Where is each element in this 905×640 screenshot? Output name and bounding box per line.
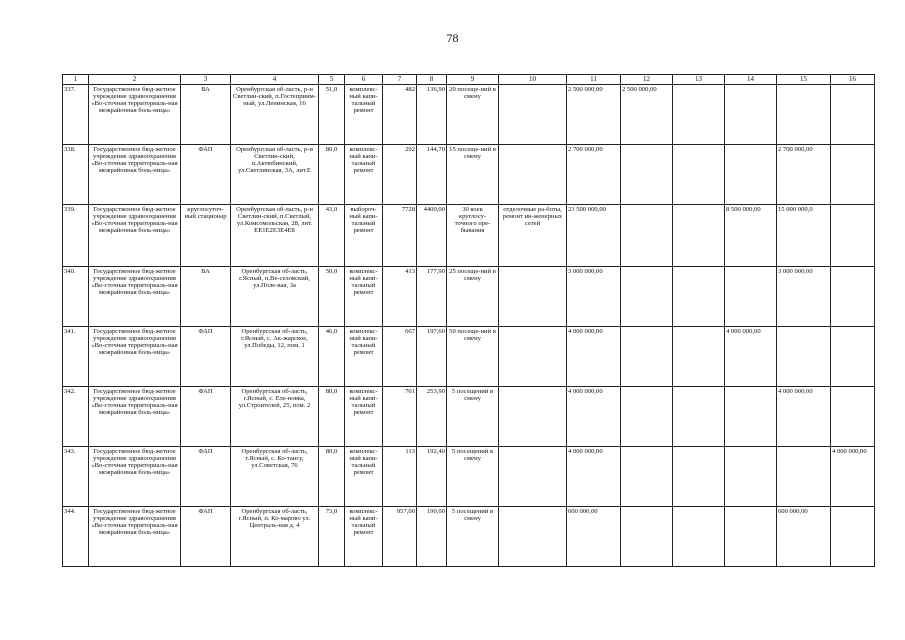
col-14-value [725, 145, 777, 205]
institution-name: Государственное бюд-жетное учреждение здравоохранения «Во-сточная территориаль-ная межрайонная боль-ница» [89, 507, 181, 567]
header-cell: 7 [383, 75, 417, 85]
col-7-value: 957,00 [383, 507, 417, 567]
capacity: 5 посещений в смену [447, 447, 499, 507]
work-details [499, 85, 567, 145]
work-details [499, 327, 567, 387]
col-14-value: 8 500 000,00 [725, 205, 777, 267]
col-14-value [725, 387, 777, 447]
total-cost: 23 500 000,00 [567, 205, 621, 267]
col-7-value: 413 [383, 267, 417, 327]
table-row [63, 447, 875, 507]
header-cell: 5 [319, 75, 345, 85]
institution-name: Государственное бюд-жетное учреждение здравоохранения «Во-сточная территориаль-ная межрайонная боль-ница» [89, 205, 181, 267]
capacity: 5 посещений в смену [447, 387, 499, 447]
total-cost: 2 500 000,00 [567, 85, 621, 145]
col-13-value [673, 267, 725, 327]
col-14-value [725, 267, 777, 327]
facility-address: Оренбургская об-ласть, г.Ясный, с. Ак-жарское, ул.Победы, 12, пом. 1 [231, 327, 319, 387]
header-cell: 15 [777, 75, 831, 85]
col-14-value [725, 447, 777, 507]
row-number: 337. [63, 85, 89, 145]
header-cell: 6 [345, 75, 383, 85]
work-details: отделочные ра-боты, ремонт ин-женерных сетей [499, 205, 567, 267]
work-type: комплекс-ный капи-тальный ремонт [345, 145, 383, 205]
objects-table [62, 74, 875, 567]
institution-name: Государственное бюд-жетное учреждение здравоохранения «Во-сточная территориаль-ная межрайонная боль-ница» [89, 145, 181, 205]
col-12-value [621, 447, 673, 507]
col-15-value: 4 000 000,00 [777, 387, 831, 447]
col-15-value: 2 700 000,00 [777, 145, 831, 205]
facility-address: Оренбургская об-ласть, г.Ясный, с. Еле-новка, ул.Строителей, 25, пом. 2 [231, 387, 319, 447]
row-number: 340. [63, 267, 89, 327]
col-7-value: 667 [383, 327, 417, 387]
total-cost: 3 000 000,00 [567, 267, 621, 327]
row-number: 339. [63, 205, 89, 267]
header-cell: 9 [447, 75, 499, 85]
col-8-value: 144,70 [417, 145, 447, 205]
facility-address: Оренбургская об-ласть, г.Ясный, с. Ко-тансу, ул.Советская, 76 [231, 447, 319, 507]
header-cell: 16 [831, 75, 875, 85]
facility-type: ФАП [181, 447, 231, 507]
col-16-value [831, 507, 875, 567]
table-row [63, 507, 875, 567]
table-row [63, 327, 875, 387]
work-type: комплекс-ный капи-тальный ремонт [345, 447, 383, 507]
row-number: 338. [63, 145, 89, 205]
table-row [63, 85, 875, 145]
col-7-value: 482 [383, 85, 417, 145]
row-number: 344. [63, 507, 89, 567]
capacity: 20 посеще-ний в смену [447, 85, 499, 145]
work-details [499, 387, 567, 447]
col-8-value: 192,40 [417, 447, 447, 507]
header-cell: 11 [567, 75, 621, 85]
col-13-value [673, 507, 725, 567]
header-cell: 3 [181, 75, 231, 85]
col-16-value [831, 85, 875, 145]
col-15-value: 3 000 000,00 [777, 267, 831, 327]
facility-type: круглосуточ-ный стационар [181, 205, 231, 267]
institution-name: Государственное бюд-жетное учреждение здравоохранения «Во-сточная территориаль-ная межрайонная боль-ница» [89, 447, 181, 507]
col-12-value [621, 145, 673, 205]
work-details [499, 267, 567, 327]
col-7-value: 113 [383, 447, 417, 507]
institution-name: Государственное бюд-жетное учреждение здравоохранения «Во-сточная территориаль-ная межрайонная боль-ница» [89, 267, 181, 327]
header-cell: 14 [725, 75, 777, 85]
capacity: 15 посеще-ний в смену [447, 145, 499, 205]
facility-address: Оренбургская об-ласть, р-н Светлин-ский, п.Гостеприим-ный, ул.Ленинская, 16 [231, 85, 319, 145]
col-8-value: 136,90 [417, 85, 447, 145]
total-cost: 600 000,00 [567, 507, 621, 567]
col-12-value [621, 387, 673, 447]
col-13-value [673, 327, 725, 387]
header-cell: 13 [673, 75, 725, 85]
facility-address: Оренбургская об-ласть, г.Ясный, п. Ко-марово ул. Централь-ная д. 4 [231, 507, 319, 567]
col-16-value [831, 205, 875, 267]
facility-address: Оренбургская об-ласть, г.Ясный, п.Ве-селовский, ул.Поле-вая, 3а [231, 267, 319, 327]
work-type: комплекс-ный капи-тальный ремонт [345, 387, 383, 447]
col-15-value [777, 85, 831, 145]
capacity: 5 посещений в смену [447, 507, 499, 567]
capacity: 50 посеще-ний в смену [447, 327, 499, 387]
col-13-value [673, 387, 725, 447]
col-12-value: 2 500 000,00 [621, 85, 673, 145]
facility-area: 80,0 [319, 387, 345, 447]
facility-area: 43,0 [319, 205, 345, 267]
header-cell: 1 [63, 75, 89, 85]
col-12-value [621, 205, 673, 267]
col-13-value [673, 205, 725, 267]
facility-area: 80,0 [319, 145, 345, 205]
table-row [63, 145, 875, 205]
col-12-value [621, 327, 673, 387]
col-16-value: 4 000 000,00 [831, 447, 875, 507]
facility-type: ФАП [181, 327, 231, 387]
col-7-value: 7728 [383, 205, 417, 267]
col-13-value [673, 85, 725, 145]
row-number: 342. [63, 387, 89, 447]
capacity: 25 посеще-ний в смену [447, 267, 499, 327]
facility-type: ВА [181, 85, 231, 145]
facility-address: Оренбургская об-ласть, р-н Светлин-ский, п.Светлый, ул.Комсомольская, 28, лит. ЕЕ1Е2Е3Е4Е8 [231, 205, 319, 267]
header-cell: 12 [621, 75, 673, 85]
table-row [63, 267, 875, 327]
work-type: комплекс-ный капи-тальный ремонт [345, 327, 383, 387]
row-number: 341. [63, 327, 89, 387]
col-7-value: 761 [383, 387, 417, 447]
institution-name: Государственное бюд-жетное учреждение здравоохранения «Во-сточная территориаль-ная межрайонная боль-ница» [89, 85, 181, 145]
col-13-value [673, 145, 725, 205]
col-12-value [621, 267, 673, 327]
facility-area: 46,0 [319, 327, 345, 387]
facility-type: ФАП [181, 387, 231, 447]
total-cost: 4 000 000,00 [567, 447, 621, 507]
col-14-value [725, 507, 777, 567]
row-number: 343. [63, 447, 89, 507]
facility-type: ВА [181, 267, 231, 327]
header-row [63, 75, 875, 85]
col-8-value: 190,00 [417, 507, 447, 567]
col-14-value: 4 000 000,00 [725, 327, 777, 387]
total-cost: 4 000 000,00 [567, 327, 621, 387]
col-16-value [831, 145, 875, 205]
work-details [499, 447, 567, 507]
col-13-value [673, 447, 725, 507]
col-12-value [621, 507, 673, 567]
institution-name: Государственное бюд-жетное учреждение здравоохранения «Во-сточная территориаль-ная межрайонная боль-ница» [89, 387, 181, 447]
col-7-value: 292 [383, 145, 417, 205]
header-cell: 4 [231, 75, 319, 85]
col-8-value: 4400,00 [417, 205, 447, 267]
facility-type: ФАП [181, 145, 231, 205]
institution-name: Государственное бюд-жетное учреждение здравоохранения «Во-сточная территориаль-ная межрайонная боль-ница» [89, 327, 181, 387]
col-15-value [777, 447, 831, 507]
col-15-value: 15 000 000,0 [777, 205, 831, 267]
facility-type: ФАП [181, 507, 231, 567]
col-16-value [831, 267, 875, 327]
header-cell: 2 [89, 75, 181, 85]
header-cell: 10 [499, 75, 567, 85]
facility-area: 73,0 [319, 507, 345, 567]
col-15-value [777, 327, 831, 387]
facility-area: 51,0 [319, 85, 345, 145]
work-type: комплекс-ный капи-тальный ремонт [345, 85, 383, 145]
work-type: комплекс-ный капи-тальный ремонт [345, 507, 383, 567]
col-16-value [831, 387, 875, 447]
work-type: выбороч-ный капи-тальный ремонт [345, 205, 383, 267]
col-16-value [831, 327, 875, 387]
facility-area: 50,0 [319, 267, 345, 327]
total-cost: 2 700 000,00 [567, 145, 621, 205]
col-15-value: 600 000,00 [777, 507, 831, 567]
page-number: 78 [446, 31, 459, 45]
facility-address: Оренбургская об-ласть, р-н Светлин-ский, п.Актюбинский, ул.Светлинская, 3А, лит.Е [231, 145, 319, 205]
header-cell: 8 [417, 75, 447, 85]
capacity: 30 коек круглосу-точного пре-бывания [447, 205, 499, 267]
total-cost: 4 000 000,00 [567, 387, 621, 447]
col-8-value: 253,90 [417, 387, 447, 447]
table-row [63, 387, 875, 447]
work-type: комплекс-ный капи-тальный ремонт [345, 267, 383, 327]
col-14-value [725, 85, 777, 145]
table-row [63, 205, 875, 267]
col-8-value: 177,90 [417, 267, 447, 327]
work-details [499, 507, 567, 567]
facility-area: 80,0 [319, 447, 345, 507]
col-8-value: 197,60 [417, 327, 447, 387]
work-details [499, 145, 567, 205]
